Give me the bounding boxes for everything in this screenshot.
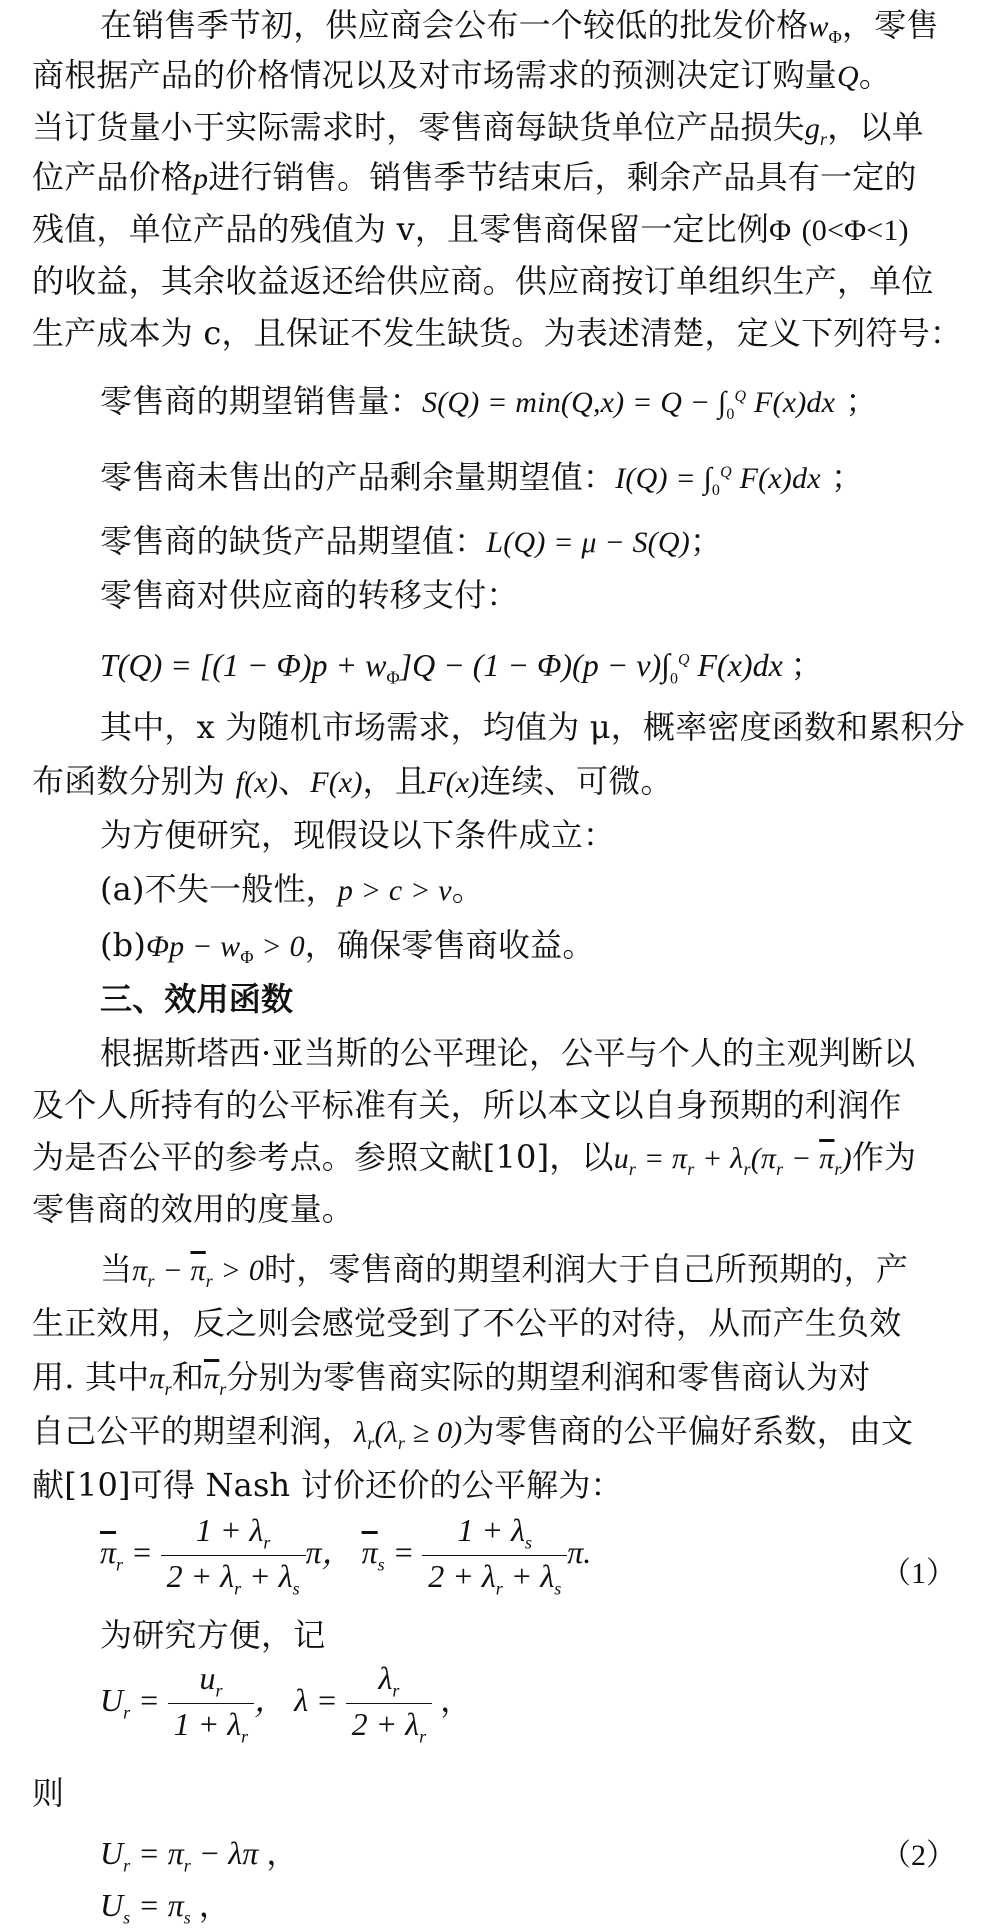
equation-2-number: （2） (881, 1839, 956, 1872)
para4-line2: 生正效用，反之则会感觉受到了不公平的对待，从而产生负效 (32, 1304, 902, 1342)
para1-line2: 商根据产品的价格情况以及对市场需求的预测决定订购量Q。 (32, 56, 892, 94)
fraction: $\frac{\lambda_r}{2 + \lambda_r}$ (346, 1660, 432, 1748)
equation-1: $\overline{\pi}_r$ = $\frac{1 + \lambda_r}{2 + \lambda_r + \lambda_s}$ π， $\overline{\pi}_s$ = $\frac{1 + \lambda_s}{2 + \lambda_r + \lambda_s}$ π. (100, 1512, 592, 1599)
para5-line1: 为研究方便，记 (100, 1616, 326, 1654)
para3-line4: 零售商的效用的度量。 (32, 1190, 355, 1228)
definition-label: 零售商的缺货产品期望值： (100, 522, 487, 560)
definition-label: 零售商的期望销售量： (100, 382, 423, 420)
para3-line3: 为是否公平的参考点。参照文献[10]，以$u_r = \pi_r + \lambda_r(\pi_r - \overline{\pi}_r)$作为 (32, 1138, 917, 1179)
para2-line1: 其中，x 为随机市场需求，均值为 μ，概率密度函数和累积分 (100, 708, 965, 746)
para4-line4: 自己公平的期望利润，$\lambda_r(\lambda_r \ge 0)$为零售商的公平偏好系数，由文 (32, 1412, 914, 1453)
formula-transfer-payment: $T(Q) = [(1 - \Phi)p + w_\Phi]Q - (1 - \Phi)(p - v)\int_0^Q$ F(x)dx ； (100, 647, 823, 688)
equation-2-line1: $U_r = \pi_r - \lambda\pi$ ， (100, 1835, 299, 1876)
fraction: $\frac{1 + \lambda_s}{2 + \lambda_r + \lambda_s}$ (422, 1512, 567, 1600)
para2-line2: 布函数分别为 f(x)、F(x)，且F(x)连续、可微。 (32, 762, 673, 800)
formula-unsold-inventory: $I(Q) = \int_0^Q$ F(x)dx (615, 462, 821, 499)
para2-line3: 为方便研究，现假设以下条件成立： (100, 816, 616, 854)
para3-line2: 及个人所持有的公平标准有关，所以本文以自身预期的利润作 (32, 1086, 902, 1124)
definition-label: 零售商未售出的产品剩余量期望值： (100, 458, 616, 496)
definition-unsold-inventory: 零售商未售出的产品剩余量期望值：$I(Q) = \int_0^Q$ F(x)dx ； (100, 458, 864, 499)
assumption-b: $(b)\Phi p - w_\Phi > 0$，确保零售商收益。 (100, 926, 595, 967)
formula-expected-sales: $S(Q) = \min(Q,x) = Q - \int_0^Q$ F(x)dx (422, 386, 836, 423)
para1-line7: 生产成本为 c，且保证不发生缺货。为表述清楚，定义下列符号： (32, 314, 963, 352)
formula-shortage: L(Q) = μ − S(Q) (486, 526, 690, 559)
definition-ur-lambda: $U_r$ = $\frac{u_r}{1 + \lambda_r}$ ， λ = $\frac{\lambda_r}{2 + \lambda_r}$ ， (100, 1660, 473, 1747)
section-heading: 三、效用函数 (100, 980, 294, 1018)
para1-line1: 在销售季节初，供应商会公布一个较低的批发价格$w_\Phi$，零售 (100, 6, 939, 47)
fraction: $\frac{u_r}{1 + \lambda_r}$ (168, 1660, 254, 1748)
equation-2-line2: $U_s = \pi_s$ ， (100, 1887, 231, 1928)
para4-line5: 献[10]可得 Nash 讨价还价的公平解为： (32, 1466, 623, 1504)
para3-line1: 根据斯塔西·亚当斯的公平理论，公平与个人的主观判断以 (100, 1034, 916, 1072)
then-word: 则 (32, 1774, 65, 1812)
definition-label: 零售商对供应商的转移支付： (100, 576, 519, 614)
para1-line3: 当订货量小于实际需求时，零售商每缺货单位产品损失$g_r$，以单 (32, 108, 924, 149)
fraction: $\frac{1 + \lambda_r}{2 + \lambda_r + \lambda_s}$ (161, 1512, 306, 1600)
definition-shortage: 零售商的缺货产品期望值：L(Q) = μ − S(Q)； (100, 522, 723, 560)
definition-expected-sales: 零售商的期望销售量：$S(Q) = \min(Q,x) = Q - \int_0^Q$ F(x)dx ； (100, 382, 878, 423)
para1-line5: 残值，单位产品的残值为 v，且零售商保留一定比例Φ (0<Φ<1) (32, 210, 909, 248)
para4-line3: 用. 其中$\pi_r$和$\overline{\pi}_r$分别为零售商实际的期望利润和零售商认为对 (32, 1358, 871, 1399)
para1-line4: 位产品价格p进行销售。销售季节结束后，剩余产品具有一定的 (32, 158, 917, 196)
para4-line1: 当$\pi_r - \overline{\pi}_r > 0$时，零售商的期望利润大于自己所预期的，产 (100, 1250, 909, 1291)
para1-line6: 的收益，其余收益返还给供应商。供应商按订单组织生产，单位 (32, 262, 934, 300)
equation-1-number: （1） (881, 1557, 956, 1590)
assumption-a: (a)不失一般性，p > c > v。 (100, 870, 484, 908)
definition-transfer-payment (100, 576, 964, 614)
